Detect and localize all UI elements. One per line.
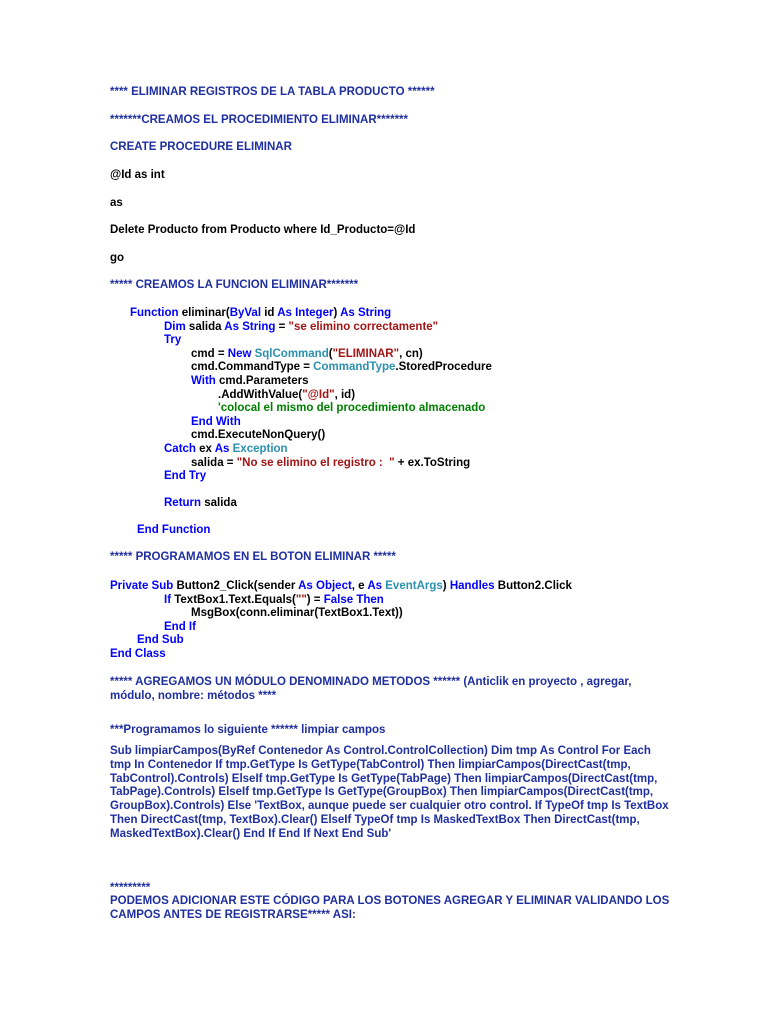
code-token: .AddWithValue( [218, 389, 303, 401]
code-token: With [191, 375, 219, 387]
code-line [110, 724, 385, 738]
code-line [191, 607, 403, 621]
code-token: As String [340, 307, 392, 319]
code-line [164, 443, 288, 457]
code-token: End If [164, 621, 196, 633]
code-token: cmd.ExecuteNonQuery() [191, 429, 326, 441]
code-line [191, 375, 309, 389]
code-token: False Then [323, 594, 384, 606]
code-token: "ELIMINAR" [332, 348, 400, 360]
code-token: As Integer [277, 307, 334, 319]
code-token: cmd.CommandType = [191, 361, 314, 373]
code-token: "" [295, 594, 307, 606]
code-token: End Sub [137, 634, 184, 646]
text-paragraph: PODEMOS ADICIONAR ESTE CÓDIGO PARA LOS BOTONES AGREGAR Y ELIMINAR VALIDANDO LOS CAMPOS ANTES DE REGISTRARSE***** ASI: [110, 895, 670, 921]
code-token: + ex.ToString [394, 457, 471, 469]
code-token: ) = [306, 594, 324, 606]
code-token: salida = [191, 457, 237, 469]
code-token: 'colocal el mismo del procedimiento almacenado [218, 402, 486, 414]
code-line [137, 634, 184, 648]
code-line [110, 551, 396, 565]
code-token: New [227, 348, 255, 360]
code-line [191, 457, 470, 471]
code-line [110, 169, 165, 183]
code-line [110, 197, 123, 211]
code-token: Catch [164, 443, 200, 455]
code-token: CommandType [313, 361, 396, 373]
code-token: salida [188, 321, 225, 333]
code-token: ) [442, 580, 450, 592]
code-line [110, 279, 358, 293]
code-token: ***** PROGRAMAMOS EN EL BOTON ELIMINAR ***** [110, 551, 396, 563]
code-line [164, 594, 384, 608]
code-line [130, 307, 391, 321]
code-token: EventArgs [385, 580, 443, 592]
code-line [164, 470, 206, 484]
code-token: = [278, 321, 289, 333]
text-paragraph: Sub limpiarCampos(ByRef Contenedor As Control.ControlCollection) Dim tmp As Control For Each tmp In Contenedor If tmp.GetType Is GetType(TabControl) Then limpiarCampos(DirectCast(tmp, TabControl).Controls) ElseIf tmp.GetType Is GetType(TabPage) Then limpiarCampos(DirectCast(tmp, TabPage).Controls) ElseIf tmp.GetType Is GetType(GroupBox) Then limpiarCampos(DirectCast(tmp, GroupBox).Controls) Else 'TextBox, aunque puede ser cualquier otro control. If TypeOf tmp Is TextBox Then DirectCast(tmp, TextBox).Clear() ElseIf TypeOf tmp Is MaskedTextBox Then DirectCast(tmp, MaskedTextBox).Clear() End If End If Next End Sub' [110, 745, 669, 840]
code-line [218, 402, 485, 416]
code-token: ( [328, 348, 333, 360]
code-token: , e [351, 580, 368, 592]
code-token: Return [164, 497, 205, 509]
code-token: ********* [110, 882, 151, 894]
code-line [191, 348, 423, 362]
code-token: ex [199, 443, 215, 455]
code-token: Private Sub [110, 580, 177, 592]
code-token: "@Id" [302, 389, 335, 401]
code-token: id [264, 307, 278, 319]
code-line [164, 621, 196, 635]
code-token: ***** CREAMOS LA FUNCION ELIMINAR******* [110, 279, 359, 291]
code-token: go [110, 252, 125, 264]
code-token: cmd.Parameters [219, 375, 309, 387]
code-token: End Class [110, 648, 166, 660]
code-token: CREATE PROCEDURE ELIMINAR [110, 141, 292, 153]
code-token: SqlCommand [254, 348, 329, 360]
code-token: cmd = [191, 348, 228, 360]
code-line [164, 321, 438, 335]
code-line [110, 114, 408, 128]
code-token: Handles [449, 580, 498, 592]
code-token: As [214, 443, 233, 455]
code-token: **** ELIMINAR REGISTROS DE LA TABLA PRODUCTO ****** [110, 86, 435, 98]
code-line [110, 86, 435, 100]
code-token: salida [204, 497, 237, 509]
code-token: eliminar( [181, 307, 230, 319]
code-line [110, 580, 572, 594]
code-token: *******CREAMOS EL PROCEDIMIENTO ELIMINAR******* [110, 114, 408, 126]
code-line [191, 429, 325, 443]
code-line [110, 252, 124, 266]
code-token: ***Programamos lo siguiente ****** limpiar campos [110, 724, 386, 736]
code-token: Try [164, 334, 182, 346]
code-token: , id) [334, 389, 356, 401]
code-token: If [164, 594, 175, 606]
code-token: ByVal [229, 307, 265, 319]
code-line [164, 497, 237, 511]
code-line [191, 416, 241, 430]
code-line [164, 334, 181, 348]
code-token: Button2.Click [497, 580, 572, 592]
code-token: Dim [164, 321, 189, 333]
code-line [110, 141, 292, 155]
code-token: End Function [137, 524, 211, 536]
code-token: "No se elimino el registro : " [236, 457, 395, 469]
code-token: .StoredProcedure [395, 361, 492, 373]
code-token: Button2_Click(sender [176, 580, 299, 592]
code-line [110, 882, 150, 896]
code-token: , cn) [399, 348, 423, 360]
code-token: End Try [164, 470, 207, 482]
code-token: Delete Producto from Producto where Id_Producto=@Id [110, 224, 416, 236]
code-token: As String [224, 321, 279, 333]
code-line [110, 224, 415, 238]
code-token: @Id as int [110, 169, 165, 181]
code-token: TextBox1.Text.Equals( [174, 594, 296, 606]
code-token: "se elimino correctamente" [288, 321, 439, 333]
code-token: Function [130, 307, 182, 319]
code-token: As [367, 580, 386, 592]
code-token: MsgBox(conn.eliminar(TextBox1.Text)) [191, 607, 403, 619]
code-token: as [110, 197, 123, 209]
code-token: ) [333, 307, 341, 319]
code-token: As Object [298, 580, 352, 592]
code-line [137, 524, 210, 538]
code-line [218, 389, 355, 403]
code-token: Exception [232, 443, 288, 455]
text-paragraph: ***** AGREGAMOS UN MÓDULO DENOMINADO METODOS ****** (Anticlik en proyecto , agregar, módulo, nombre: métodos **** [110, 676, 632, 702]
code-line [110, 648, 166, 662]
code-line [191, 361, 492, 375]
code-token: End With [191, 416, 241, 428]
